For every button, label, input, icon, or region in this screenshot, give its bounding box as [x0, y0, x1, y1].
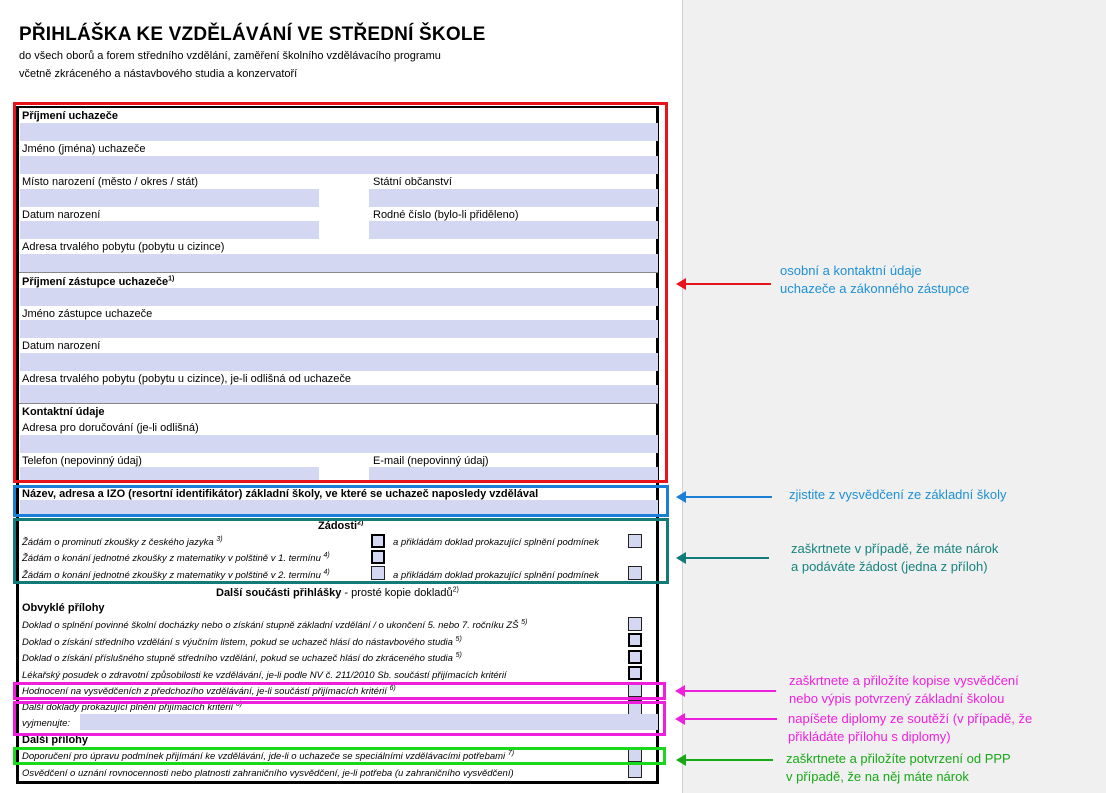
attachment-foreign-checkbox[interactable]: [628, 764, 642, 778]
attachment-medical-report: Lékařský posudek o zdravotní způsobilosti ke vzdělávání, je-li podle NV č. 211/2010 Sb. součástí přijímacích kritérií: [22, 670, 507, 681]
representative-birth-date-label: Datum narození: [22, 340, 101, 352]
page-edge: [682, 0, 683, 793]
attachments-heading: Další součásti přihlášky - prosté kopie dokladů$^{2)}$: [216, 586, 459, 599]
arrow-left-icon: [685, 283, 771, 285]
note-ppp: zaškrtnete a přiložíte potvrzení od PPP v případě, že na něj máte nárok: [786, 751, 1011, 784]
specify-label: vyjmenujte:: [22, 718, 71, 729]
highlight-report-cards: [13, 682, 666, 700]
note-basic-school: zjistite z vysvědčení ze základní školy: [789, 487, 1007, 502]
request-czech-attach-note: a přikládám doklad prokazující splnění podmínek: [393, 537, 599, 548]
applicant-first-name-label: Jméno (jména) uchazeče: [22, 143, 146, 155]
request-math-attach-note: a přikládám doklad prokazující splnění podmínek: [393, 570, 599, 581]
usual-attachments-heading: Obvyklé přílohy: [22, 602, 105, 614]
highlight-other-criteria: [13, 701, 666, 736]
attachment-report-cards: Hodnocení na vysvědčeních z předchozího vzdělávání, je-li součástí přijímacích kritérií $^{6)}$: [22, 684, 396, 697]
attachment-basic-education-proof: Doklad o splnění povinné školní docházky nebo o získání stupně základní vzdělání / o ukončení 5. nebo 7. ročníku ZŠ $^{5)}$: [22, 618, 528, 631]
mail-address-label: Adresa pro doručování (je-li odlišná): [22, 422, 199, 434]
representative-first-name-label: Jméno zástupce uchazeče: [22, 308, 153, 320]
attachment-vocational-proof: Doklad o získání středního vzdělání s výučním listem, pokud se uchazeč hlásí do nástavbového studia $^{5)}$: [22, 635, 462, 648]
arrow-left-icon: [684, 690, 776, 692]
arrow-left-icon: [685, 496, 772, 498]
contact-heading: Kontaktní údaje: [22, 406, 105, 418]
basic-school-label: Název, adresa a IZO (resortní identifikátor) základní školy, ve které se uchazeč naposledy vzdělával: [22, 488, 539, 500]
form-subtitle-2: včetně zkráceného a nástavbového studia a konzervatoří: [19, 68, 298, 80]
attachment-secondary-proof: Doklad o získání příslušného stupně středního vzdělání, pokud se uchazeč hlásí do zkráceného studia $^{5)}$: [22, 651, 462, 664]
note-requests: zaškrtnete v případě, že máte nárok a podáváte žádost (jedna z příloh): [791, 541, 999, 574]
email-label: E-mail (nepovinný údaj): [373, 455, 489, 467]
other-attachments-heading: Další přílohy: [22, 734, 89, 746]
attachment-vocational-checkbox[interactable]: [628, 633, 642, 647]
representative-surname-label: Příjmení zástupce uchazeče$^{1)}$: [22, 275, 175, 288]
highlight-personal-data: [13, 102, 668, 483]
citizenship-label: Státní občanství: [373, 176, 452, 188]
attachment-secondary-checkbox[interactable]: [628, 650, 642, 664]
form-subtitle-1: do všech oborů a forem středního vzdělání, zaměření školního vzdělávacího programu: [19, 50, 441, 62]
attachment-other-criteria: Další doklady prokazující plnění přijímacích kritérií $^{6)}$: [22, 700, 243, 713]
highlight-ppp: [13, 747, 666, 765]
birthplace-label: Místo narození (město / okres / stát): [22, 176, 199, 188]
requests-heading: Žádosti$^{2)}$: [318, 519, 364, 532]
arrow-left-icon: [685, 759, 773, 761]
representative-address-label: Adresa trvalého pobytu (pobytu u cizince), je-li odlišná od uchazeče: [22, 373, 351, 385]
applicant-address-label: Adresa trvalého pobytu (pobytu u cizince): [22, 241, 225, 253]
request-math-polish-term1: Žádám o konání jednotné zkoušky z matematiky v polštině v 1. termínu $^{4)}$: [22, 551, 330, 564]
highlight-requests: [13, 518, 669, 584]
attachment-medical-checkbox[interactable]: [628, 666, 642, 680]
arrow-left-icon: [685, 557, 769, 559]
note-report-cards: zaškrtnete a přiložíte kopise vysvědčení nebo výpis potvrzený základní školou: [789, 673, 1019, 706]
birth-date-label: Datum narození: [22, 209, 101, 221]
attachment-foreign-certificate: Osvědčení o uznání rovnocennosti nebo platnosti zahraničního vysvědčení, je-li potřeba (u zahraničního vysvědčení): [22, 768, 514, 779]
highlight-basic-school: [13, 485, 669, 517]
arrow-left-icon: [684, 718, 777, 720]
phone-label: Telefon (nepovinný údaj): [22, 455, 142, 467]
birth-number-label: Rodné číslo (bylo-li přiděleno): [373, 209, 519, 221]
request-czech-exemption: Žádám o prominutí zkoušky z českého jazyka $^{3)}$: [22, 535, 223, 548]
note-personal-data: osobní a kontaktní údaje uchazeče a zákonného zástupce: [780, 263, 970, 296]
attachment-basic-education-checkbox[interactable]: [628, 617, 642, 631]
request-math-polish-term2: Žádám o konání jednotné zkoušky z matematiky v polštině v 2. termínu $^{4)}$: [22, 568, 330, 581]
applicant-surname-label: Příjmení uchazeče: [22, 110, 118, 122]
form-title: PŘIHLÁŠKA KE VZDĚLÁVÁNÍ VE STŘEDNÍ ŠKOLE: [19, 24, 486, 45]
note-diplomas: napíšete diplomy ze soutěží (v případě, že přikládáte přílohu s diplomy): [788, 711, 1033, 744]
attachment-ppp-recommendation: Doporučení pro úpravu podmínek přijímání ke vzdělávání, jde-li o uchazeče se speciálními vzdělávacími potřebami $^{7)}$: [22, 749, 515, 762]
